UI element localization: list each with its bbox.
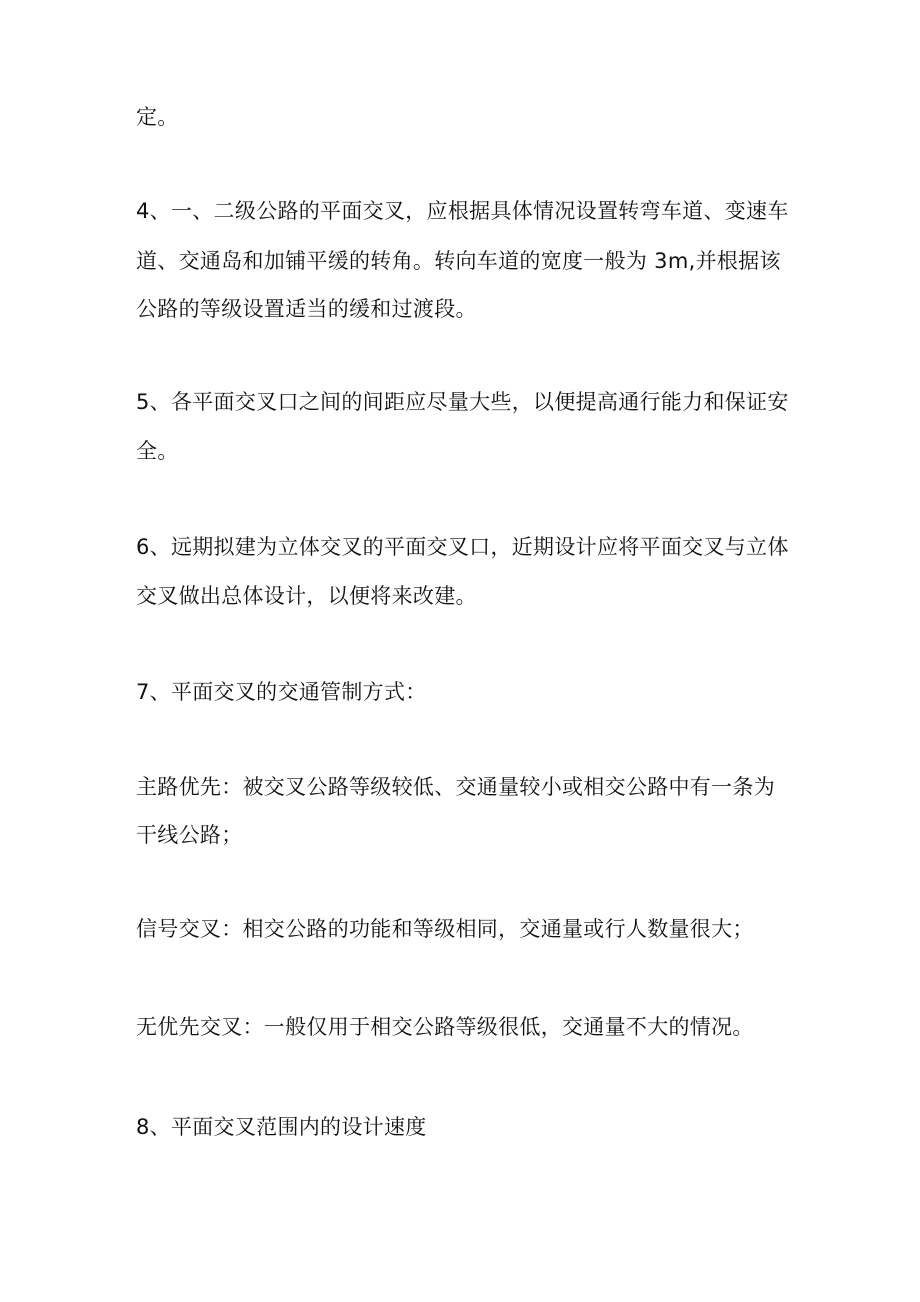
main-road-priority-line-1: 主路优先：被交叉公路等级较低、交通量较小或相交公路中有一条为 — [136, 775, 775, 799]
item-4-line-2: 道、交通岛和加铺平缓的转角。转向车道的宽度一般为 3m,并根据该 — [136, 249, 781, 273]
item-8-line-1: 8、平面交叉范围内的设计速度 — [136, 1115, 427, 1139]
item-5-line-2: 全。 — [136, 439, 179, 463]
item-4-line-3: 公路的等级设置适当的缓和过渡段。 — [136, 297, 477, 321]
main-road-priority-line-2: 干线公路； — [136, 823, 243, 847]
signal-intersection-line: 信号交叉：相交公路的功能和等级相同，交通量或行人数量很大； — [136, 917, 754, 941]
item-6-line-2: 交叉做出总体设计，以便将来改建。 — [136, 584, 477, 608]
item-6-line-1: 6、远期拟建为立体交叉的平面交叉口，近期设计应将平面交叉与立体 — [136, 535, 789, 559]
item-5-line-1: 5、各平面交叉口之间的间距应尽量大些，以便提高通行能力和保证安 — [136, 390, 789, 414]
item-7-line-1: 7、平面交叉的交通管制方式： — [136, 680, 427, 704]
item-4-line-1: 4、一、二级公路的平面交叉，应根据具体情况设置转弯车道、变速车 — [136, 199, 789, 223]
no-priority-intersection-line: 无优先交叉：一般仅用于相交公路等级很低，交通量不大的情况。 — [136, 1015, 754, 1039]
paragraph-continuation: 定。 — [136, 105, 179, 129]
